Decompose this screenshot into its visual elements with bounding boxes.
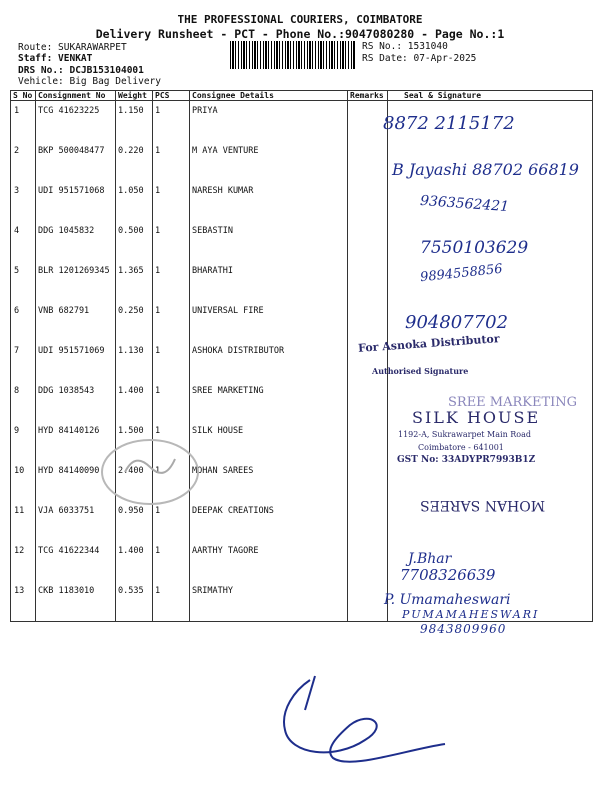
row-weight: 0.500 xyxy=(116,221,153,261)
row-remarks xyxy=(348,541,388,581)
row-sno: 7 xyxy=(11,341,36,381)
row-consignee: ASHOKA DISTRIBUTOR xyxy=(190,341,348,381)
row-remarks xyxy=(348,221,388,261)
signature-6: 904807702 xyxy=(405,312,509,333)
row-consignee: SREE MARKETING xyxy=(190,381,348,421)
table-header xyxy=(11,91,593,101)
rs-number: RS No.: 1531040 xyxy=(362,41,448,52)
row-sno: 11 xyxy=(11,501,36,541)
row-pcs: 1 xyxy=(153,461,190,501)
company-title: THE PROFESSIONAL COURIERS, COIMBATORE xyxy=(177,13,423,26)
header-weight: Weight xyxy=(116,91,153,101)
row-remarks xyxy=(348,581,388,622)
row-sno: 5 xyxy=(11,261,36,301)
row-weight: 1.130 xyxy=(116,341,153,381)
row-pcs: 1 xyxy=(153,381,190,421)
row-sno: 13 xyxy=(11,581,36,622)
row-pcs: 1 xyxy=(153,341,190,381)
row-weight: 0.250 xyxy=(116,301,153,341)
row-sno: 1 xyxy=(11,101,36,142)
row-weight: 0.950 xyxy=(116,501,153,541)
stamp-gst: GST No: 33ADYPR7993B1Z xyxy=(397,455,536,465)
row-weight: 1.150 xyxy=(116,101,153,142)
header-pcs: PCS xyxy=(153,91,190,101)
row-pcs: 1 xyxy=(153,541,190,581)
row-pcs: 1 xyxy=(153,221,190,261)
stamp-mohan: MOHAN SAREES xyxy=(420,497,546,513)
row-consignment-no: CKB 1183010 xyxy=(36,581,116,622)
row-weight: 1.365 xyxy=(116,261,153,301)
signature-12-phone: 7708326639 xyxy=(400,566,496,584)
staff-text: Staff: VENKAT xyxy=(18,53,93,64)
runsheet-subtitle: Delivery Runsheet - PCT - Phone No.:9047080280 - Page No.:1 xyxy=(95,27,505,41)
drs-label: DRS No.: xyxy=(18,65,64,76)
row-consignment-no: VNB 682791 xyxy=(36,301,116,341)
row-weight: 1.400 xyxy=(116,541,153,581)
vehicle-text: Vehicle: Big Bag Delivery xyxy=(18,76,161,87)
row-consignee: UNIVERSAL FIRE xyxy=(190,301,348,341)
row-sno: 9 xyxy=(11,421,36,461)
signature-13-caps: PUMAMAHESWARI xyxy=(402,608,540,621)
header-consignment: Consignment No xyxy=(36,91,116,101)
row-sno: 12 xyxy=(11,541,36,581)
row-pcs: 1 xyxy=(153,301,190,341)
row-remarks xyxy=(348,421,388,461)
row-consignee: NARESH KUMAR xyxy=(190,181,348,221)
row-sno: 3 xyxy=(11,181,36,221)
row-consignment-no: HYD 84140126 xyxy=(36,421,116,461)
row-sno: 2 xyxy=(11,141,36,181)
drs-number xyxy=(18,65,144,76)
row-remarks xyxy=(348,501,388,541)
header-remarks: Remarks xyxy=(348,91,388,101)
row-remarks xyxy=(348,261,388,301)
signature-13-name: P. Umamaheswari xyxy=(384,592,511,608)
row-consignee: DEEPAK CREATIONS xyxy=(190,501,348,541)
row-consignee: AARTHY TAGORE xyxy=(190,541,348,581)
signature-1: 8872 2115172 xyxy=(383,113,515,134)
row-consignment-no: DDG 1045832 xyxy=(36,221,116,261)
row-consignment-no: DDG 1038543 xyxy=(36,381,116,421)
row-consignment-no: TCG 41622344 xyxy=(36,541,116,581)
row-consignment-no: HYD 84140090 xyxy=(36,461,116,501)
stamp-silk-house: SILK HOUSE xyxy=(412,408,541,427)
row-consignment-no: UDI 951571069 xyxy=(36,341,116,381)
rs-date: RS Date: 07-Apr-2025 xyxy=(362,53,477,64)
row-sno: 8 xyxy=(11,381,36,421)
row-weight: 0.535 xyxy=(116,581,153,622)
row-pcs: 1 xyxy=(153,181,190,221)
row-weight: 1.050 xyxy=(116,181,153,221)
barcode xyxy=(230,41,356,69)
stamp-authorised: Authorised Signature xyxy=(372,366,469,376)
row-consignee: BHARATHI xyxy=(190,261,348,301)
signature-13-phone: 9843809960 xyxy=(420,622,507,636)
row-consignee: SEBASTIN xyxy=(190,221,348,261)
signature-4: 7550103629 xyxy=(420,238,529,258)
header-signature: Seal & Signature xyxy=(388,91,593,101)
signature-2: B Jayashi 88702 66819 xyxy=(392,160,579,179)
header-sno: S No xyxy=(11,91,36,101)
stamp-silk-city: Coimbatore - 641001 xyxy=(418,443,504,452)
stamp-ashoka: For Asnoka Distributor xyxy=(357,332,500,355)
staff-signature xyxy=(255,670,455,770)
row-remarks xyxy=(348,141,388,181)
route-text: Route: SUKARAWARPET xyxy=(18,42,127,53)
row-pcs: 1 xyxy=(153,261,190,301)
row-consignment-no: BLR 1201269345 xyxy=(36,261,116,301)
row-sno: 4 xyxy=(11,221,36,261)
signature-12-name: J.Bhar xyxy=(408,551,452,567)
row-remarks xyxy=(348,301,388,341)
row-pcs: 1 xyxy=(153,101,190,142)
row-consignment-no: BKP 500048477 xyxy=(36,141,116,181)
row-weight: 0.220 xyxy=(116,141,153,181)
row-signature-cell xyxy=(388,461,593,501)
row-sno: 10 xyxy=(11,461,36,501)
row-consignee: PRIYA xyxy=(190,101,348,142)
row-consignee: MOHAN SAREES xyxy=(190,461,348,501)
header-consignee: Consignee Details xyxy=(190,91,348,101)
row-consignment-no: UDI 951571068 xyxy=(36,181,116,221)
stamp-silk-address: 1192-A, Sukrawarpet Main Road xyxy=(398,430,531,439)
row-remarks xyxy=(348,181,388,221)
row-weight: 1.500 xyxy=(116,421,153,461)
table-row xyxy=(11,541,593,581)
row-consignment-no: TCG 41623225 xyxy=(36,101,116,142)
faded-seal xyxy=(95,432,205,512)
row-pcs: 1 xyxy=(153,581,190,622)
row-remarks xyxy=(348,461,388,501)
row-consignee: SRIMATHY xyxy=(190,581,348,622)
row-consignment-no: VJA 6033751 xyxy=(36,501,116,541)
row-weight: 2.400 xyxy=(116,461,153,501)
row-remarks xyxy=(348,381,388,421)
row-pcs: 1 xyxy=(153,141,190,181)
signature-3: 9363562421 xyxy=(419,192,510,216)
table-row xyxy=(11,341,593,381)
row-pcs: 1 xyxy=(153,421,190,461)
row-pcs: 1 xyxy=(153,501,190,541)
row-remarks xyxy=(348,101,388,142)
table-row xyxy=(11,261,593,301)
row-consignee: M AYA VENTURE xyxy=(190,141,348,181)
stamp-sree-marketing: SREE MARKETING xyxy=(448,395,578,410)
row-weight: 1.400 xyxy=(116,381,153,421)
signature-5: 9894558856 xyxy=(419,261,504,286)
row-consignee: SILK HOUSE xyxy=(190,421,348,461)
drs-value: DCJB153104001 xyxy=(69,65,144,76)
row-sno: 6 xyxy=(11,301,36,341)
